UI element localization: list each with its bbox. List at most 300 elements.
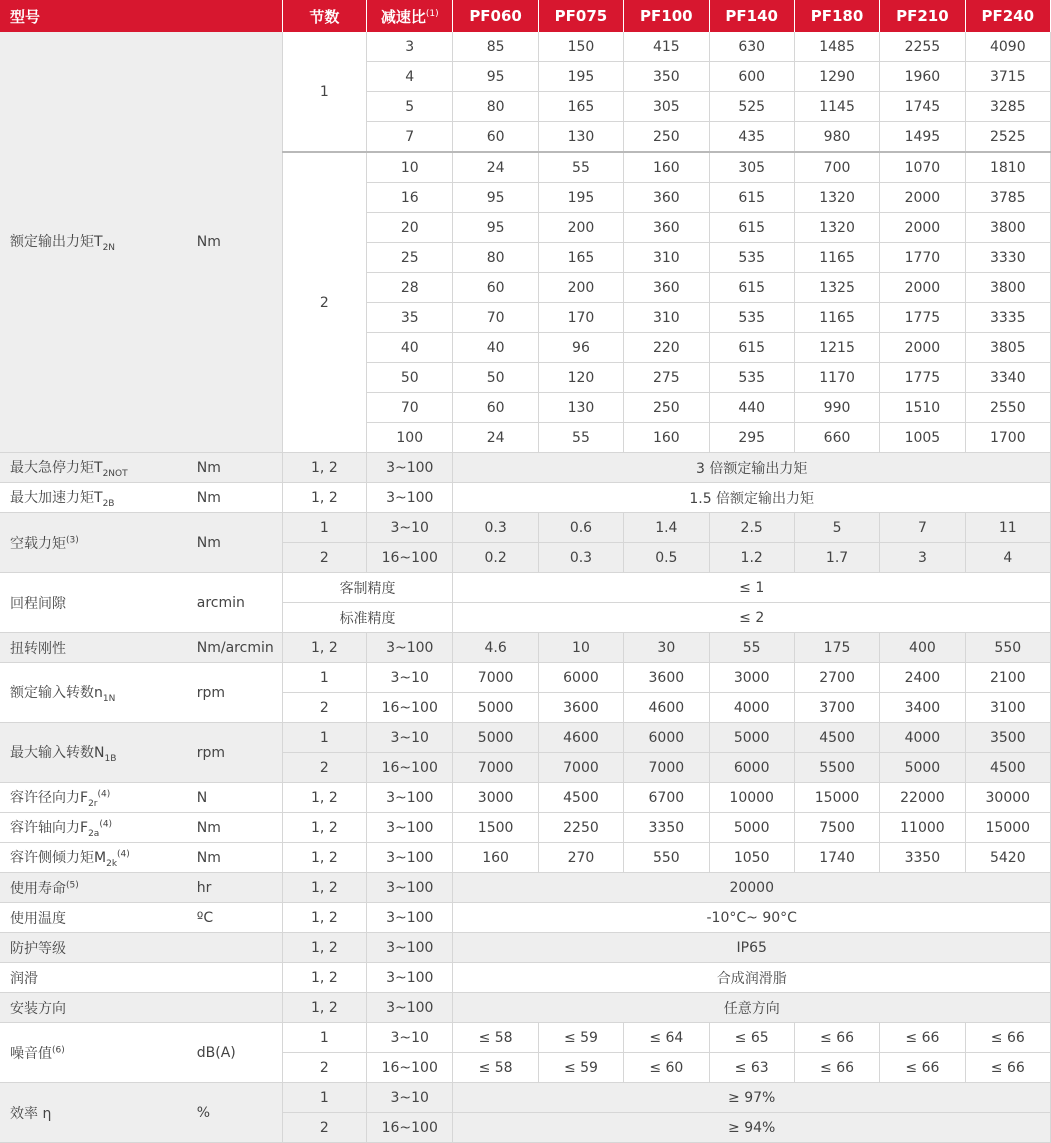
value-cell: 5000 <box>709 723 794 753</box>
value-cell: 350 <box>624 62 709 92</box>
unit-cell: arcmin <box>183 573 282 633</box>
ratio-cell: 25 <box>367 243 453 273</box>
ratio-cell: 3~10 <box>367 1083 453 1113</box>
value-cell: 7000 <box>538 753 623 783</box>
value-cell: 10 <box>538 633 623 663</box>
value-cell: 5000 <box>880 753 965 783</box>
value-cell: 1.4 <box>624 513 709 543</box>
value-cell: 85 <box>453 32 538 62</box>
span-value-cell: 1.5 倍额定输出力矩 <box>453 483 1051 513</box>
protection-row <box>0 933 1051 963</box>
stage-cell: 1 <box>282 513 366 543</box>
stage-cell: 1, 2 <box>282 483 366 513</box>
stage-cell: 2 <box>282 543 366 573</box>
value-cell: 1510 <box>880 393 965 423</box>
ratio-cell: 16~100 <box>367 753 453 783</box>
value-cell: 96 <box>538 333 623 363</box>
value-cell: 5000 <box>709 813 794 843</box>
value-cell: 4500 <box>538 783 623 813</box>
span-value-cell: -10°C~ 90°C <box>453 903 1051 933</box>
ratio-cell: 3~100 <box>367 903 453 933</box>
value-cell: 11000 <box>880 813 965 843</box>
value-cell: 1290 <box>794 62 879 92</box>
value-cell: 4500 <box>794 723 879 753</box>
backlash-row <box>0 573 1051 603</box>
value-cell: ≤ 65 <box>709 1023 794 1053</box>
value-cell: 7000 <box>453 753 538 783</box>
value-cell: 3500 <box>965 723 1050 753</box>
ratio-cell: 10 <box>367 152 453 183</box>
value-cell: ≤ 66 <box>965 1053 1050 1083</box>
value-cell: 4600 <box>538 723 623 753</box>
value-cell: 2550 <box>965 393 1050 423</box>
value-cell: 535 <box>709 363 794 393</box>
value-cell: 1005 <box>880 423 965 453</box>
header-model: PF060 <box>453 0 538 32</box>
param-label: 额定输入转数$n_{1N}$ <box>0 663 183 723</box>
value-cell: 7500 <box>794 813 879 843</box>
unit-cell: Nm/arcmin <box>183 633 282 663</box>
value-cell: 60 <box>453 122 538 153</box>
stage-cell: 1, 2 <box>282 933 366 963</box>
value-cell: 40 <box>453 333 538 363</box>
noise-row <box>0 1023 1051 1053</box>
value-cell: 15000 <box>965 813 1050 843</box>
value-cell: 3805 <box>965 333 1050 363</box>
span-value-cell: IP65 <box>453 933 1051 963</box>
mounting-row <box>0 993 1051 1023</box>
emergency-torque-row <box>0 453 1051 483</box>
param-label: 扭转刚性 <box>0 633 183 663</box>
value-cell: 1745 <box>880 92 965 122</box>
ratio-cell: 3~10 <box>367 723 453 753</box>
value-cell: 55 <box>538 152 623 183</box>
value-cell: 60 <box>453 273 538 303</box>
param-label: 空载力矩$^{(3)}$ <box>0 513 183 573</box>
value-cell: 60 <box>453 393 538 423</box>
param-label: 润滑 <box>0 963 183 993</box>
value-cell: 95 <box>453 213 538 243</box>
accel-torque-row <box>0 483 1051 513</box>
value-cell: 6000 <box>624 723 709 753</box>
unit-cell: N <box>183 783 282 813</box>
value-cell: 0.6 <box>538 513 623 543</box>
value-cell: 980 <box>794 122 879 153</box>
ratio-cell: 3~10 <box>367 513 453 543</box>
value-cell: 1070 <box>880 152 965 183</box>
value-cell: 55 <box>709 633 794 663</box>
value-cell: 615 <box>709 273 794 303</box>
param-label: 回程间隙 <box>0 573 183 633</box>
value-cell: 310 <box>624 243 709 273</box>
value-cell: 6700 <box>624 783 709 813</box>
value-cell: 360 <box>624 273 709 303</box>
value-cell: 3600 <box>538 693 623 723</box>
param-label: 最大输入转数$N_{1B}$ <box>0 723 183 783</box>
header-model: PF180 <box>794 0 879 32</box>
value-cell: 50 <box>453 363 538 393</box>
value-cell: 6000 <box>709 753 794 783</box>
ratio-cell: 16~100 <box>367 693 453 723</box>
value-cell: 3285 <box>965 92 1050 122</box>
value-cell: 3600 <box>624 663 709 693</box>
value-cell: 10000 <box>709 783 794 813</box>
value-cell: 1325 <box>794 273 879 303</box>
value-cell: 7000 <box>624 753 709 783</box>
value-cell: 3000 <box>709 663 794 693</box>
value-cell: 200 <box>538 273 623 303</box>
ratio-cell: 20 <box>367 213 453 243</box>
precision-cell: 标准精度 <box>282 603 453 633</box>
param-label: 容许径向力$F_{2r}^{(4)}$ <box>0 783 183 813</box>
value-cell: 2000 <box>880 273 965 303</box>
value-cell: 3715 <box>965 62 1050 92</box>
value-cell: 1495 <box>880 122 965 153</box>
unit-cell: dB(A) <box>183 1023 282 1083</box>
stage-cell: 1 <box>282 663 366 693</box>
rigidity-row <box>0 633 1051 663</box>
value-cell: ≤ 59 <box>538 1053 623 1083</box>
ratio-cell: 4 <box>367 62 453 92</box>
ratio-cell: 40 <box>367 333 453 363</box>
value-cell: 360 <box>624 183 709 213</box>
value-cell: 4000 <box>709 693 794 723</box>
value-cell: 1960 <box>880 62 965 92</box>
stage-cell: 1, 2 <box>282 963 366 993</box>
value-cell: 305 <box>624 92 709 122</box>
rated-torque-row <box>0 32 1051 62</box>
ratio-cell: 3~100 <box>367 483 453 513</box>
value-cell: 7000 <box>453 663 538 693</box>
header-model: PF140 <box>709 0 794 32</box>
ratio-cell: 3 <box>367 32 453 62</box>
unit-cell <box>183 993 282 1023</box>
value-cell: 3800 <box>965 273 1050 303</box>
value-cell: ≤ 59 <box>538 1023 623 1053</box>
value-cell: 1770 <box>880 243 965 273</box>
max-speed-row <box>0 723 1051 753</box>
value-cell: 4500 <box>965 753 1050 783</box>
value-cell: 175 <box>794 633 879 663</box>
ratio-cell: 3~100 <box>367 963 453 993</box>
value-cell: 0.3 <box>453 513 538 543</box>
stage-cell: 1 <box>282 1083 366 1113</box>
param-label: 安装方向 <box>0 993 183 1023</box>
span-value-cell: ≤ 1 <box>453 573 1051 603</box>
value-cell: 550 <box>624 843 709 873</box>
value-cell: ≤ 58 <box>453 1023 538 1053</box>
value-cell: 600 <box>709 62 794 92</box>
unit-cell: Nm <box>183 843 282 873</box>
value-cell: ≤ 58 <box>453 1053 538 1083</box>
value-cell: 1050 <box>709 843 794 873</box>
value-cell: 4 <box>965 543 1050 573</box>
value-cell: ≤ 66 <box>880 1053 965 1083</box>
lubrication-row <box>0 963 1051 993</box>
stage-cell: 2 <box>282 693 366 723</box>
value-cell: 11 <box>965 513 1050 543</box>
value-cell: 1740 <box>794 843 879 873</box>
value-cell: 0.5 <box>624 543 709 573</box>
value-cell: 5 <box>794 513 879 543</box>
value-cell: 95 <box>453 62 538 92</box>
value-cell: 535 <box>709 303 794 333</box>
value-cell: ≤ 60 <box>624 1053 709 1083</box>
value-cell: 1500 <box>453 813 538 843</box>
rated-speed-row <box>0 663 1051 693</box>
value-cell: 275 <box>624 363 709 393</box>
value-cell: 15000 <box>794 783 879 813</box>
value-cell: 2000 <box>880 183 965 213</box>
span-value-cell: 3 倍额定输出力矩 <box>453 453 1051 483</box>
value-cell: 3330 <box>965 243 1050 273</box>
value-cell: 3350 <box>624 813 709 843</box>
stage-cell: 1 <box>282 1023 366 1053</box>
param-label: 使用温度 <box>0 903 183 933</box>
value-cell: 1165 <box>794 303 879 333</box>
value-cell: 130 <box>538 122 623 153</box>
value-cell: 4600 <box>624 693 709 723</box>
ratio-cell: 3~100 <box>367 633 453 663</box>
value-cell: 1775 <box>880 303 965 333</box>
value-cell: 2000 <box>880 213 965 243</box>
efficiency-row <box>0 1083 1051 1113</box>
value-cell: 2700 <box>794 663 879 693</box>
tilting-moment-row <box>0 843 1051 873</box>
value-cell: 310 <box>624 303 709 333</box>
value-cell: ≤ 66 <box>965 1023 1050 1053</box>
value-cell: 1775 <box>880 363 965 393</box>
value-cell: 440 <box>709 393 794 423</box>
param-label: 最大急停力矩$T_{2NOT}$ <box>0 453 183 483</box>
value-cell: 165 <box>538 92 623 122</box>
ratio-cell: 35 <box>367 303 453 333</box>
rated-torque-unit: Nm <box>183 32 282 453</box>
value-cell: 1810 <box>965 152 1050 183</box>
value-cell: 4.6 <box>453 633 538 663</box>
radial-force-row <box>0 783 1051 813</box>
value-cell: 535 <box>709 243 794 273</box>
ratio-cell: 3~10 <box>367 663 453 693</box>
value-cell: 3350 <box>880 843 965 873</box>
ratio-cell: 3~100 <box>367 783 453 813</box>
stage-cell: 1, 2 <box>282 993 366 1023</box>
ratio-cell: 70 <box>367 393 453 423</box>
stage-cell: 1, 2 <box>282 453 366 483</box>
value-cell: 170 <box>538 303 623 333</box>
value-cell: ≤ 63 <box>709 1053 794 1083</box>
header-model: PF100 <box>624 0 709 32</box>
value-cell: 400 <box>880 633 965 663</box>
param-label: 使用寿命$^{(5)}$ <box>0 873 183 903</box>
value-cell: 150 <box>538 32 623 62</box>
ratio-cell: 3~100 <box>367 993 453 1023</box>
ratio-cell: 3~10 <box>367 1023 453 1053</box>
span-value-cell: 20000 <box>453 873 1051 903</box>
ratio-cell: 50 <box>367 363 453 393</box>
stage-cell: 1 <box>282 723 366 753</box>
ratio-cell: 3~100 <box>367 873 453 903</box>
header-ratio: 减速比$^{(1)}$ <box>367 0 453 32</box>
value-cell: 220 <box>624 333 709 363</box>
span-value-cell: ≤ 2 <box>453 603 1051 633</box>
value-cell: 4000 <box>880 723 965 753</box>
value-cell: 2400 <box>880 663 965 693</box>
service-life-row <box>0 873 1051 903</box>
value-cell: 195 <box>538 183 623 213</box>
value-cell: 195 <box>538 62 623 92</box>
value-cell: 415 <box>624 32 709 62</box>
value-cell: 24 <box>453 152 538 183</box>
stage-cell: 2 <box>282 753 366 783</box>
ratio-cell: 16~100 <box>367 543 453 573</box>
value-cell: 30000 <box>965 783 1050 813</box>
value-cell: 6000 <box>538 663 623 693</box>
stage-cell: 1, 2 <box>282 843 366 873</box>
stage-cell: 1, 2 <box>282 783 366 813</box>
value-cell: 360 <box>624 213 709 243</box>
stage-cell: 1, 2 <box>282 633 366 663</box>
value-cell: 2100 <box>965 663 1050 693</box>
param-label: 防护等级 <box>0 933 183 963</box>
value-cell: 2525 <box>965 122 1050 153</box>
header-param: 型号 <box>0 0 282 32</box>
value-cell: 5000 <box>453 723 538 753</box>
axial-force-row <box>0 813 1051 843</box>
ratio-cell: 3~100 <box>367 813 453 843</box>
header-row <box>0 0 1051 32</box>
value-cell: 295 <box>709 423 794 453</box>
value-cell: 22000 <box>880 783 965 813</box>
unit-cell: Nm <box>183 513 282 573</box>
value-cell: 3100 <box>965 693 1050 723</box>
unit-cell <box>183 963 282 993</box>
ratio-cell: 5 <box>367 92 453 122</box>
stage-cell: 1, 2 <box>282 903 366 933</box>
value-cell: 700 <box>794 152 879 183</box>
value-cell: 1700 <box>965 423 1050 453</box>
value-cell: 5420 <box>965 843 1050 873</box>
value-cell: 95 <box>453 183 538 213</box>
value-cell: ≤ 64 <box>624 1023 709 1053</box>
ratio-cell: 3~100 <box>367 843 453 873</box>
value-cell: 130 <box>538 393 623 423</box>
value-cell: 270 <box>538 843 623 873</box>
value-cell: 200 <box>538 213 623 243</box>
temperature-row <box>0 903 1051 933</box>
value-cell: 5500 <box>794 753 879 783</box>
value-cell: 3400 <box>880 693 965 723</box>
value-cell: 2255 <box>880 32 965 62</box>
unit-cell: Nm <box>183 813 282 843</box>
noload-torque-row <box>0 513 1051 543</box>
value-cell: 3000 <box>453 783 538 813</box>
value-cell: 2250 <box>538 813 623 843</box>
span-value-cell: 任意方向 <box>453 993 1051 1023</box>
ratio-cell: 100 <box>367 423 453 453</box>
value-cell: 3785 <box>965 183 1050 213</box>
unit-cell <box>183 933 282 963</box>
value-cell: 435 <box>709 122 794 153</box>
value-cell: 660 <box>794 423 879 453</box>
value-cell: 615 <box>709 183 794 213</box>
value-cell: 1320 <box>794 213 879 243</box>
ratio-cell: 16~100 <box>367 1113 453 1143</box>
value-cell: 3800 <box>965 213 1050 243</box>
value-cell: 0.2 <box>453 543 538 573</box>
stage-cell: 2 <box>282 152 366 453</box>
ratio-cell: 16 <box>367 183 453 213</box>
value-cell: 1485 <box>794 32 879 62</box>
header-stage: 节数 <box>282 0 366 32</box>
value-cell: 1170 <box>794 363 879 393</box>
stage-cell: 2 <box>282 1053 366 1083</box>
header-model: PF240 <box>965 0 1050 32</box>
value-cell: 1215 <box>794 333 879 363</box>
value-cell: 250 <box>624 122 709 153</box>
value-cell: 250 <box>624 393 709 423</box>
ratio-cell: 7 <box>367 122 453 153</box>
span-value-cell: ≥ 97% <box>453 1083 1051 1113</box>
value-cell: 615 <box>709 213 794 243</box>
unit-cell: % <box>183 1083 282 1143</box>
value-cell: ≤ 66 <box>794 1023 879 1053</box>
param-label: 效率 η <box>0 1083 183 1143</box>
value-cell: 4090 <box>965 32 1050 62</box>
value-cell: 1165 <box>794 243 879 273</box>
value-cell: 1.2 <box>709 543 794 573</box>
value-cell: 5000 <box>453 693 538 723</box>
value-cell: 990 <box>794 393 879 423</box>
unit-cell: rpm <box>183 663 282 723</box>
stage-cell: 1, 2 <box>282 813 366 843</box>
unit-cell: rpm <box>183 723 282 783</box>
param-label: 容许轴向力$F_{2a}^{(4)}$ <box>0 813 183 843</box>
value-cell: 3340 <box>965 363 1050 393</box>
value-cell: 2000 <box>880 333 965 363</box>
value-cell: 630 <box>709 32 794 62</box>
unit-cell: ºC <box>183 903 282 933</box>
value-cell: 80 <box>453 243 538 273</box>
value-cell: 615 <box>709 333 794 363</box>
unit-cell: Nm <box>183 483 282 513</box>
stage-cell: 2 <box>282 1113 366 1143</box>
value-cell: 550 <box>965 633 1050 663</box>
value-cell: 525 <box>709 92 794 122</box>
value-cell: 160 <box>453 843 538 873</box>
param-label: 最大加速力矩$T_{2B}$ <box>0 483 183 513</box>
header-model: PF075 <box>538 0 623 32</box>
stage-cell: 1, 2 <box>282 873 366 903</box>
value-cell: 160 <box>624 152 709 183</box>
value-cell: 55 <box>538 423 623 453</box>
value-cell: 1145 <box>794 92 879 122</box>
value-cell: 3335 <box>965 303 1050 333</box>
value-cell: 30 <box>624 633 709 663</box>
header-model: PF210 <box>880 0 965 32</box>
value-cell: 3700 <box>794 693 879 723</box>
value-cell: ≤ 66 <box>880 1023 965 1053</box>
value-cell: 2.5 <box>709 513 794 543</box>
value-cell: 80 <box>453 92 538 122</box>
unit-cell: Nm <box>183 453 282 483</box>
ratio-cell: 3~100 <box>367 453 453 483</box>
value-cell: 1320 <box>794 183 879 213</box>
value-cell: 24 <box>453 423 538 453</box>
param-label: 容许侧倾力矩$M_{2k}^{(4)}$ <box>0 843 183 873</box>
ratio-cell: 28 <box>367 273 453 303</box>
value-cell: 160 <box>624 423 709 453</box>
